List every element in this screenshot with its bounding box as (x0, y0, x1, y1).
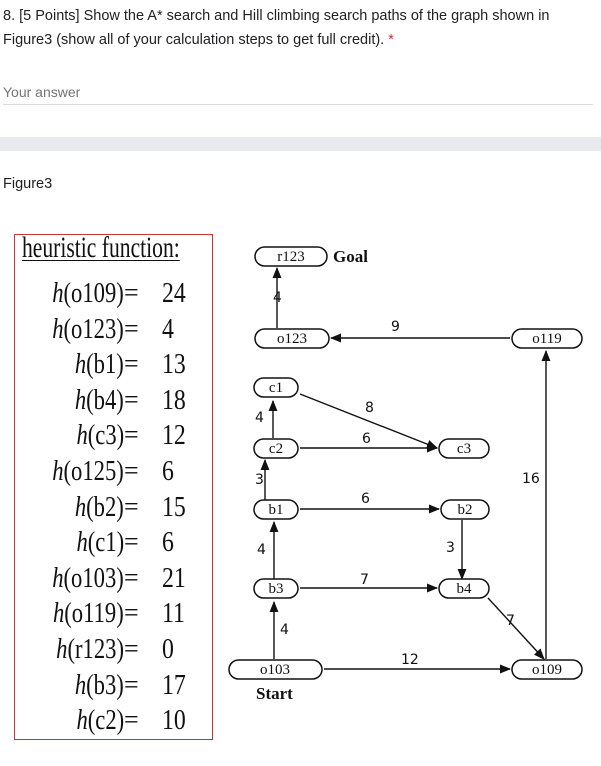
node-o103 (229, 660, 322, 679)
node-c1 (254, 378, 298, 397)
heuristic-node: h(o103) (52, 561, 124, 594)
node-c2-label: c2 (268, 441, 284, 457)
equals-sign: = (124, 634, 139, 663)
heuristic-row (15, 631, 214, 667)
heuristic-title: heuristic function: (22, 231, 180, 264)
question-text (3, 4, 595, 52)
node-o103-label: o103 (260, 662, 290, 678)
heuristic-value: 12 (162, 419, 186, 452)
node-b3 (254, 579, 298, 598)
heuristic-node: h(c3) (76, 419, 124, 452)
node-o123-label: o123 (277, 331, 307, 347)
heuristic-node: h(o123) (52, 312, 124, 345)
heuristic-row (15, 489, 214, 525)
equals-sign: = (124, 527, 139, 557)
node-o109-label: o109 (532, 662, 562, 678)
heuristic-value: 15 (162, 490, 186, 523)
heuristic-row (15, 524, 214, 560)
heuristic-value: 10 (162, 704, 186, 737)
weight-c1-c3: 8 (365, 400, 374, 416)
node-o119 (512, 329, 582, 348)
node-b4 (439, 579, 489, 598)
node-c1-label: c1 (268, 380, 284, 396)
heuristic-value: 6 (162, 526, 174, 559)
heuristic-node: h(o109) (52, 277, 124, 309)
heuristic-node: h(b1) (74, 348, 124, 381)
node-c2 (254, 439, 298, 458)
heuristic-value: 17 (162, 668, 186, 701)
heuristic-row (15, 417, 214, 453)
section-divider (0, 137, 601, 151)
node-b1-label: b1 (268, 502, 284, 518)
heuristic-node: h(o125) (52, 455, 124, 487)
answer-input[interactable] (3, 80, 593, 105)
heuristic-node: h(b4) (74, 383, 124, 416)
required-marker: * (388, 32, 394, 48)
weight-b4-o109: 7 (506, 613, 515, 629)
node-b2-label: b2 (457, 502, 473, 518)
equals-sign: = (124, 349, 139, 379)
weight-o123-r123: 4 (273, 290, 282, 306)
heuristic-value: 4 (162, 312, 174, 345)
weight-o103-o109: 12 (401, 652, 419, 668)
equals-sign: = (124, 562, 139, 592)
equals-sign: = (124, 384, 139, 414)
node-c3 (439, 439, 489, 458)
weight-b1-b2: 6 (361, 491, 370, 507)
edge-b4-o109 (488, 598, 544, 659)
heuristic-value: 11 (162, 597, 185, 630)
question-body: 8. [5 Points] Show the A* search and Hill climbing search paths of the graph shown in Figure3 (show all of your calculation steps to get full credit). (3, 8, 550, 48)
heuristic-row (15, 702, 214, 738)
start-label: Start (256, 684, 293, 703)
weight-o103-b3: 4 (280, 622, 289, 638)
weight-c2-c3: 6 (362, 431, 371, 447)
heuristic-value: 18 (162, 383, 186, 416)
heuristic-value: 0 (162, 633, 174, 665)
equals-sign: = (124, 705, 139, 735)
equals-sign: = (124, 278, 139, 307)
node-b1 (254, 500, 298, 519)
heuristic-node: h(r123) (56, 633, 124, 665)
heuristic-node: h(c1) (76, 526, 124, 559)
heuristic-row (15, 453, 214, 489)
node-c3-label: c3 (456, 441, 472, 457)
heuristic-row (15, 595, 214, 631)
equals-sign: = (124, 598, 139, 628)
heuristic-value: 21 (162, 561, 186, 594)
weight-b3-b1: 4 (257, 542, 266, 558)
node-r123-label: r123 (277, 249, 305, 265)
goal-label: Goal (333, 247, 368, 266)
heuristic-row (15, 346, 214, 382)
heuristic-node: h(o119) (53, 597, 124, 630)
weight-c2-c1: 4 (255, 410, 264, 426)
figure-label: Figure3 (3, 176, 53, 192)
heuristic-node: h(b3) (74, 668, 124, 701)
weight-b1-c2: 3 (255, 472, 264, 488)
search-graph (225, 232, 595, 712)
heuristic-row (15, 311, 214, 347)
equals-sign: = (124, 669, 139, 699)
node-b4-label: b4 (456, 581, 472, 597)
heuristic-node: h(c2) (76, 704, 124, 737)
heuristic-node: h(b2) (74, 490, 124, 523)
heuristic-table (14, 231, 213, 740)
equals-sign: = (124, 456, 139, 485)
equals-sign: = (124, 313, 139, 343)
heuristic-row (15, 382, 214, 418)
node-b2 (441, 500, 489, 519)
weight-o109-o119: 16 (522, 471, 540, 487)
heuristic-row (15, 560, 214, 596)
heuristic-value: 6 (162, 455, 174, 487)
node-b3-label: b3 (268, 581, 284, 597)
weight-b3-b4: 7 (360, 572, 369, 588)
equals-sign: = (124, 491, 139, 521)
node-r123 (255, 247, 327, 266)
heuristic-value: 24 (162, 277, 186, 309)
heuristic-row (15, 667, 214, 703)
node-o109 (512, 660, 582, 679)
equals-sign: = (124, 420, 139, 450)
weight-b2-b4: 3 (446, 540, 455, 556)
node-o123 (255, 329, 329, 348)
heuristic-value: 13 (162, 348, 186, 381)
weight-o119-o123: 9 (391, 319, 400, 335)
node-o119-label: o119 (532, 331, 562, 347)
heuristic-row (15, 275, 214, 311)
